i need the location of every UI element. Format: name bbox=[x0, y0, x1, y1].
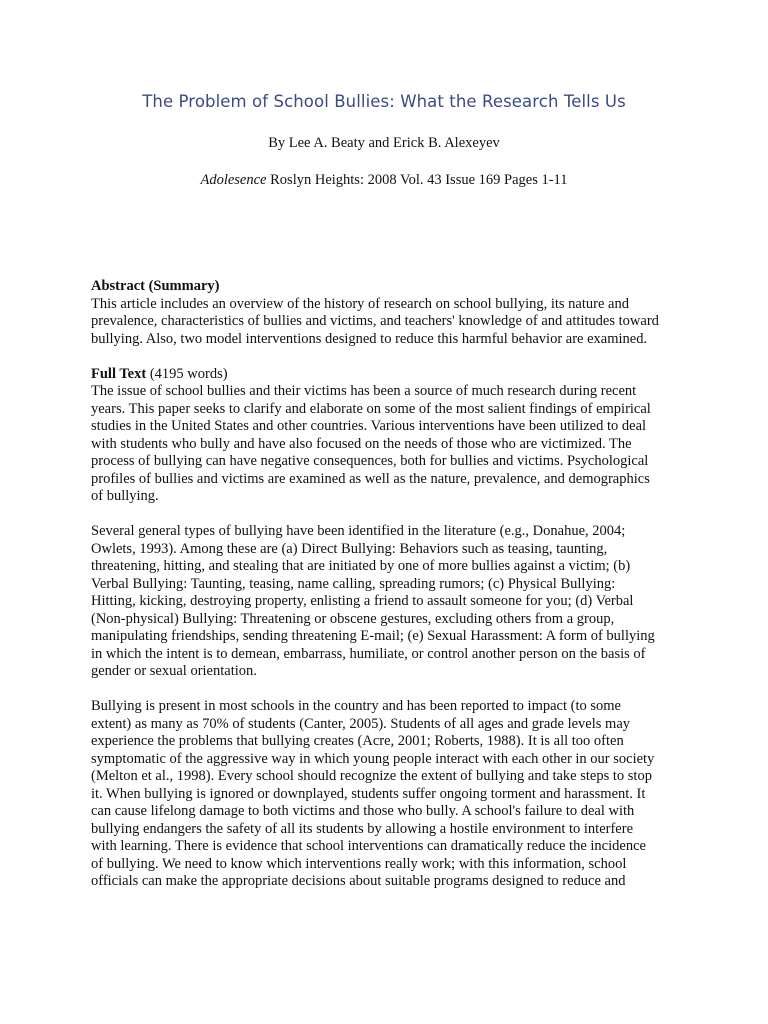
author-byline: By Lee A. Beaty and Erick B. Alexeyev bbox=[268, 135, 500, 151]
citation-details: Roslyn Heights: 2008 Vol. 43 Issue 169 Pages 1-11 bbox=[266, 172, 568, 188]
journal-name: Adolesence bbox=[200, 172, 267, 188]
paragraph: Bullying is present in most schools in the country and has been reported to impact (to some extent) as many as 70% of students (Canter, 2005). Students of all ages and grade levels may experience the problems that bullying creates (Acre, 2001; Roberts, 1988). It is all too often symptomatic of the aggressive way in which young people interact with each other in our society (Melton et al., 1998). Every school should recognize the extent of bullying and take steps to stop it. When bullying is ignored or downplayed, students suffer ongoing torment and harassment. It can cause lifelong damage to both victims and those who bully. A school's failure to deal with bullying endangers the safety of all its students by allowing a hostile environment to interfere with learning. There is evidence that school interventions can dramatically reduce the incidence of bullying. We need to know which interventions really work; with this information, school officials can make the appropriate decisions about suitable programs designed to reduce and bbox=[91, 698, 655, 889]
paragraph: Several general types of bullying have been identified in the literature (e.g., Donahue, 2004; Owlets, 1993). Among these are (a) Direct Bullying: Behaviors such as teasing, taunting, threatening, hitting, and stealing that are initiated by one of more bullies against a victim; (b) Verbal Bullying: Taunting, teasing, name calling, spreading rumors; (c) Physical Bullying: Hitting, kicking, destroying property, enlisting a friend to assault someone for you; (d) Verbal (Non-physical) Bullying: Threatening or obscene gestures, excluding others from a group, manipulating friendships, sending threatening E-mail; (e) Sexual Harassment: A form of bullying in which the intent is to demean, embarrass, humiliate, or control another person on the basis of gender or sexual orientation. bbox=[91, 523, 655, 679]
abstract-section bbox=[91, 278, 659, 348]
abstract-text: This article includes an overview of the history of research on school bullying, its nature and prevalence, characteristics of bullies and victims, and teachers' knowledge of and attitudes toward bullying. Also, two model interventions designed to reduce this harmful behavior are examined. bbox=[91, 295, 659, 347]
article-body bbox=[91, 278, 659, 908]
word-count: (4195 words) bbox=[146, 365, 228, 382]
citation-line bbox=[0, 172, 768, 189]
document-title: The Problem of School Bullies: What the Research Tells Us bbox=[142, 92, 626, 111]
abstract-heading: Abstract (Summary) bbox=[91, 278, 220, 294]
full-text-section bbox=[91, 366, 659, 891]
full-text-header bbox=[91, 366, 659, 384]
paragraph: The issue of school bullies and their victims has been a source of much research during recent years. This paper seeks to clarify and elaborate on some of the most salient findings of empirical studies in the United States and other countries. Various interventions have been utilized to deal with students who bully and have also focused on the needs of those who are victimized. The process of bullying can have negative consequences, both for bullies and victims. Psychological profiles of bullies and victims are examined as well as the nature, prevalence, and demographics of bullying. bbox=[91, 383, 651, 504]
full-text-heading: Full Text bbox=[91, 365, 147, 382]
